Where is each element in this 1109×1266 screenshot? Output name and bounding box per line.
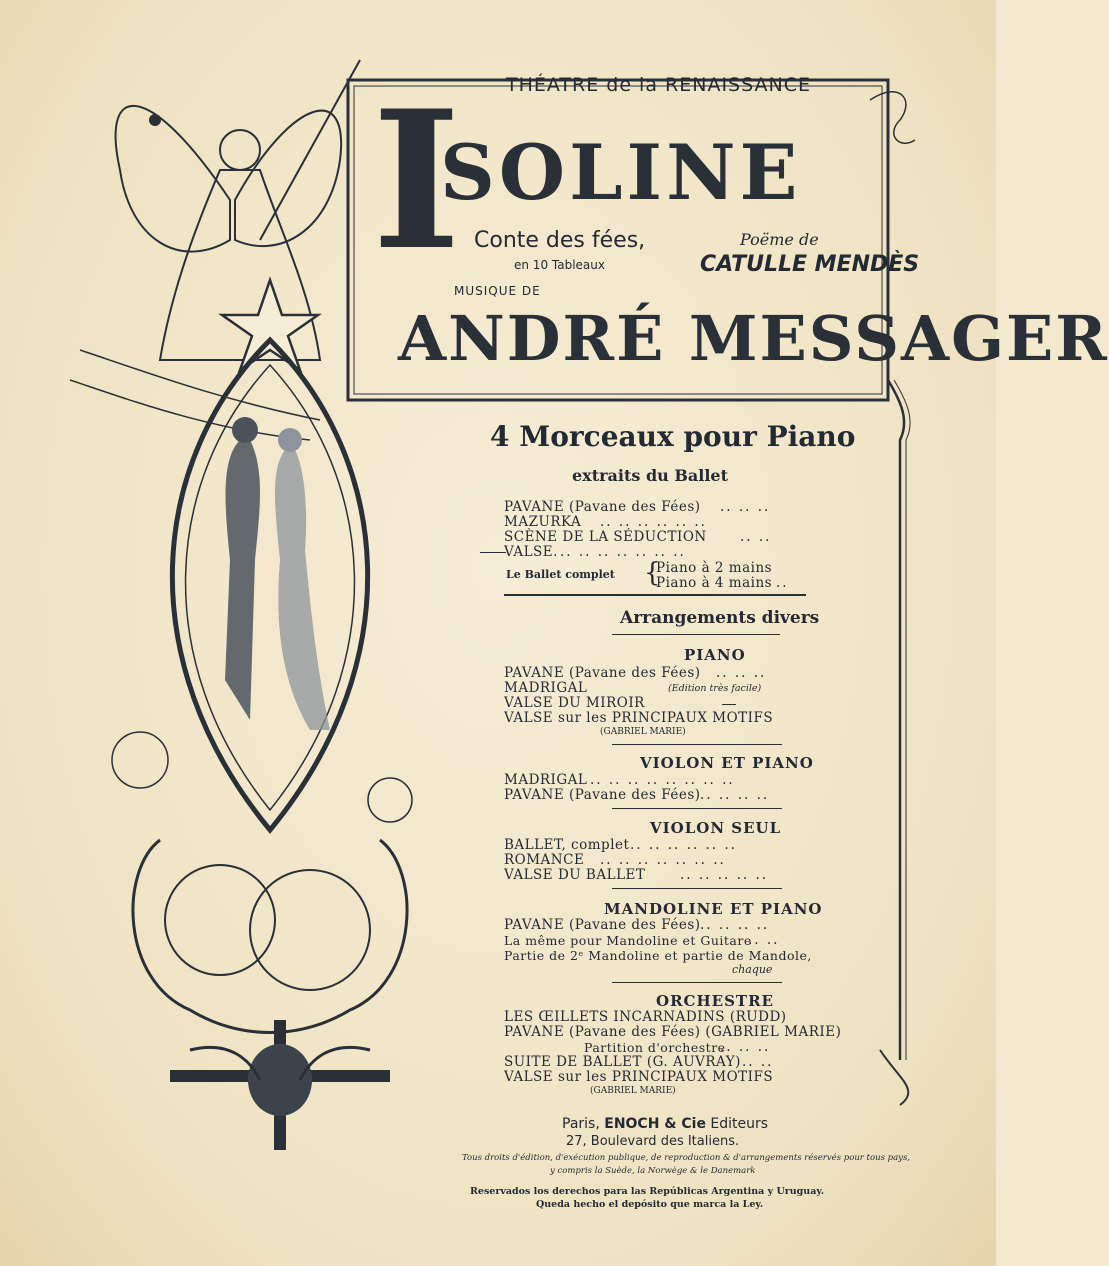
section-heading: VIOLON ET PIANO xyxy=(640,754,814,772)
rights-line-1: Tous droits d'édition, d'exécution publique, de reproduction & d'arrangements réservés pour tous pays, xyxy=(462,1153,911,1163)
section-heading: VIOLON SEUL xyxy=(650,819,782,837)
theatre-name: THÉATRE de la RENAISSANCE xyxy=(506,74,811,96)
arranger-note: (GABRIEL MARIE) xyxy=(590,1086,676,1096)
brace: { xyxy=(644,558,661,588)
list-item: SUITE DE BALLET (G. AUVRAY) xyxy=(504,1054,741,1070)
ballet-complete-label: Le Ballet complet xyxy=(506,568,615,581)
list-item: LES ŒILLETS INCARNADINS (RUDD) xyxy=(504,1009,787,1025)
dot-leader: .. .. xyxy=(748,932,780,948)
divider xyxy=(612,634,780,635)
reserved-line-1: Reservados los derechos para las Repúblicas Argentina y Uruguay. xyxy=(470,1186,825,1197)
list-item: PAVANE (Pavane des Fées) xyxy=(504,665,701,681)
genre: Conte des fées, xyxy=(474,228,646,253)
list-item: MAZURKA xyxy=(504,514,582,530)
list-item: MADRIGAL xyxy=(504,680,588,696)
list-item: PAVANE (Pavane des Fées) xyxy=(504,499,701,515)
list-item: VALSE sur les PRINCIPAUX MOTIFS xyxy=(504,710,774,726)
publisher-role: Editeurs xyxy=(710,1116,769,1132)
list-item: MADRIGAL xyxy=(504,772,588,788)
dot-leader: .. .. .. .. .. .. xyxy=(630,837,737,853)
section-heading: PIANO xyxy=(684,646,746,664)
arranger-note: (GABRIEL MARIE) xyxy=(600,727,686,737)
title-word: SOLINE xyxy=(440,128,802,217)
arrangements-title: Arrangements divers xyxy=(620,608,820,628)
dot-leader: .. .. .. .. .. .. .. xyxy=(560,544,686,560)
section-heading: MANDOLINE ET PIANO xyxy=(604,900,823,918)
ballet-option: Piano à 2 mains xyxy=(656,560,773,576)
list-item: PAVANE (Pavane des Fées) xyxy=(504,917,701,933)
dot-leader: .. .. xyxy=(742,1054,774,1070)
publisher-name: ENOCH & Cie xyxy=(604,1116,706,1132)
list-item: Partition d'orchestre xyxy=(584,1040,726,1055)
dot-leader: .. .. xyxy=(740,529,772,545)
dot-leader: .. .. .. xyxy=(720,1039,771,1055)
title-initial: I xyxy=(372,69,461,292)
poem-label: Poëme de xyxy=(740,230,819,249)
list-item: VALSE DU BALLET xyxy=(504,867,646,883)
reserved-line-2: Queda hecho el depósito que marca la Ley. xyxy=(536,1199,764,1210)
tableaux: en 10 Tableaux xyxy=(514,258,605,272)
piano-subtitle: extraits du Ballet xyxy=(572,466,728,485)
list-item: VALSE. xyxy=(504,544,558,560)
list-item: La même pour Mandoline et Guitare xyxy=(504,933,752,948)
divider xyxy=(612,888,782,889)
edition-note: (Edition très facile) xyxy=(668,683,762,694)
poet-name: CATULLE MENDÈS xyxy=(700,252,920,277)
list-item: PAVANE (Pavane des Fées) xyxy=(504,787,701,803)
list-item: PAVANE (Pavane des Fées) (GABRIEL MARIE) xyxy=(504,1024,842,1040)
dot-leader: .. .. .. .. .. .. .. .. xyxy=(590,772,735,788)
dot-leader: .. .. .. xyxy=(720,499,771,515)
dot-leader: .. .. .. .. .. xyxy=(680,867,769,883)
list-item: VALSE sur les PRINCIPAUX MOTIFS xyxy=(504,1069,774,1085)
rights-line-2: y compris la Suède, la Norwège & le Danemark xyxy=(550,1166,756,1176)
list-item: Partie de 2ᵉ Mandoline et partie de Mandole, xyxy=(504,948,812,963)
section-heading: ORCHESTRE xyxy=(656,992,774,1010)
divider xyxy=(504,594,806,596)
list-item: ROMANCE xyxy=(504,852,585,868)
list-item: SCÈNE DE LA SÉDUCTION xyxy=(504,529,707,545)
piano-title: 4 Morceaux pour Piano xyxy=(490,420,856,453)
dot-leader: .. .. .. .. .. .. .. xyxy=(600,852,726,868)
list-item: BALLET, complet xyxy=(504,837,630,853)
music-label: MUSIQUE DE xyxy=(454,284,541,298)
hand-mark xyxy=(480,552,506,553)
dot-leader: .. .. .. xyxy=(716,665,767,681)
ballet-option: Piano à 4 mains xyxy=(656,575,773,591)
divider xyxy=(612,982,782,983)
each-note: chaque xyxy=(732,963,773,976)
dot-leader: .. .. .. .. xyxy=(700,917,770,933)
publisher-city: Paris, xyxy=(562,1116,600,1132)
composer-name: ANDRÉ MESSAGER xyxy=(398,302,1109,375)
publisher-address: 27, Boulevard des Italiens. xyxy=(566,1134,740,1149)
dot-leader: .. xyxy=(776,575,789,591)
divider xyxy=(612,808,782,809)
divider xyxy=(612,744,782,745)
dash xyxy=(722,704,736,705)
publisher-line xyxy=(562,1116,768,1132)
list-item: VALSE DU MIROIR xyxy=(504,695,645,711)
dot-leader: .. .. .. .. .. .. xyxy=(600,514,707,530)
dot-leader: .. .. .. .. xyxy=(700,787,770,803)
